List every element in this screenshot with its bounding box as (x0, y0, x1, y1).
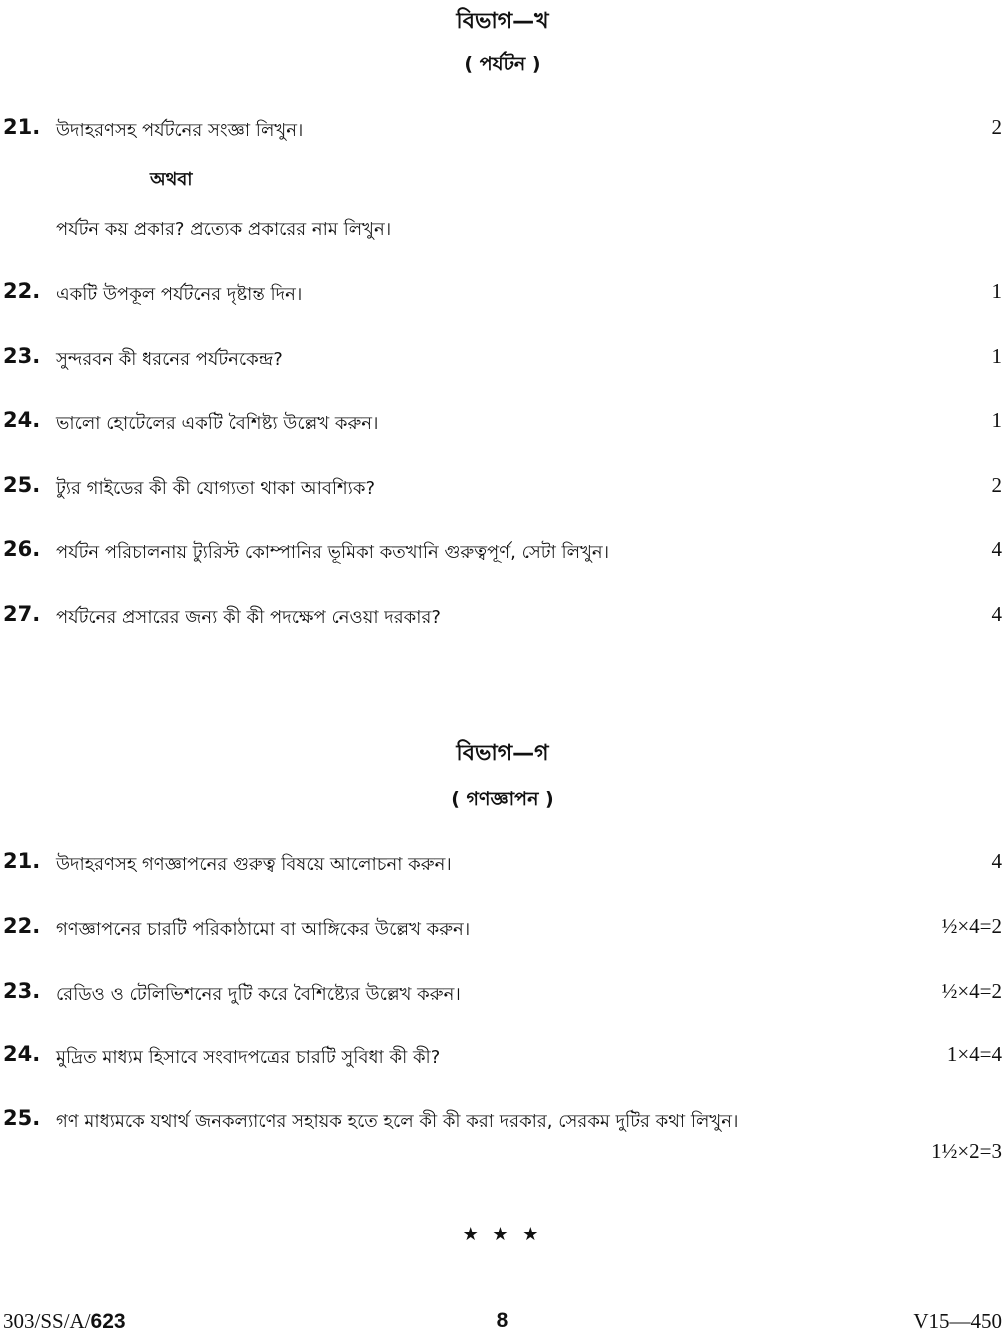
section-b-subtitle: ( পর্যটন ) (464, 53, 541, 75)
question-marks: 1 (991, 344, 1002, 368)
section-b-title: বিভাগ—খ (456, 9, 549, 34)
question-number: 21. (3, 115, 41, 139)
question-marks: 4 (991, 602, 1002, 626)
question-alt-text: পর্যটন কয় প্রকার? প্রত্যেক প্রকারের নাম লিখুন। (56, 219, 392, 240)
question-marks: ½×4=2 (941, 979, 1002, 1003)
question-number: 22. (3, 914, 41, 938)
footer-code-prefix: 303/SS/A/ (3, 1309, 91, 1333)
question-number: 23. (3, 344, 41, 368)
question-text: পর্যটন পরিচালনায় ট্যুরিস্ট কোম্পানির ভূমিকা কতখানি গুরুত্বপূর্ণ, সেটা লিখুন। (56, 542, 610, 563)
question-marks: ½×4=2 (941, 914, 1002, 938)
footer-code-bold: 623 (90, 1310, 126, 1333)
question-marks: 1½×2=3 (931, 1139, 1002, 1163)
page-number: 8 (496, 1309, 509, 1332)
question-number: 26. (3, 537, 41, 561)
question-marks: 4 (991, 537, 1002, 561)
question-number: 21. (3, 849, 41, 873)
footer-version: V15—450 (913, 1309, 1002, 1333)
question-text: ট্যুর গাইডের কী কী যোগ্যতা থাকা আবশ্যিক? (56, 478, 376, 499)
question-marks: 1×4=4 (946, 1042, 1002, 1066)
question-number: 24. (3, 1042, 41, 1066)
question-number: 24. (3, 408, 41, 432)
question-text: একটি উপকূল পর্যটনের দৃষ্টান্ত দিন। (56, 284, 303, 305)
question-text: সুন্দরবন কী ধরনের পর্যটনকেন্দ্র? (56, 349, 283, 370)
question-text: উদাহরণসহ গণজ্ঞাপনের গুরুত্ব বিষয়ে আলোচনা করুন। (56, 854, 452, 875)
end-marker-stars: ★ ★ ★ (462, 1224, 543, 1245)
question-marks: 1 (991, 279, 1002, 303)
question-text: ভালো হোটেলের একটি বৈশিষ্ট্য উল্লেখ করুন। (56, 413, 379, 434)
section-c-title: বিভাগ—গ (456, 741, 549, 766)
question-number: 23. (3, 979, 41, 1003)
question-marks: 2 (991, 473, 1002, 497)
or-label: অথবা (150, 169, 193, 190)
question-text: উদাহরণসহ পর্যটনের সংজ্ঞা লিখুন। (56, 120, 304, 141)
question-number: 22. (3, 279, 41, 303)
question-marks: 1 (991, 408, 1002, 432)
question-marks: 4 (991, 849, 1002, 873)
question-text: গণজ্ঞাপনের চারটি পরিকাঠামো বা আঙ্গিকের উল্লেখ করুন। (56, 919, 471, 940)
question-text: গণ মাধ্যমকে যথার্থ জনকল্যাণের সহায়ক হতে হলে কী কী করা দরকার, সেরকম দুটির কথা লিখুন। (56, 1111, 739, 1132)
question-number: 27. (3, 602, 41, 626)
section-c-subtitle: ( গণজ্ঞাপন ) (451, 788, 554, 810)
question-text: রেডিও ও টেলিভিশনের দুটি করে বৈশিষ্ট্যের উল্লেখ করুন। (56, 984, 461, 1005)
question-marks: 2 (991, 115, 1002, 139)
question-text: মুদ্রিত মাধ্যম হিসাবে সংবাদপত্রের চারটি সুবিধা কী কী? (56, 1047, 441, 1068)
question-text: পর্যটনের প্রসারের জন্য কী কী পদক্ষেপ নেওয়া দরকার? (56, 607, 441, 628)
question-number: 25. (3, 1106, 41, 1130)
question-number: 25. (3, 473, 41, 497)
